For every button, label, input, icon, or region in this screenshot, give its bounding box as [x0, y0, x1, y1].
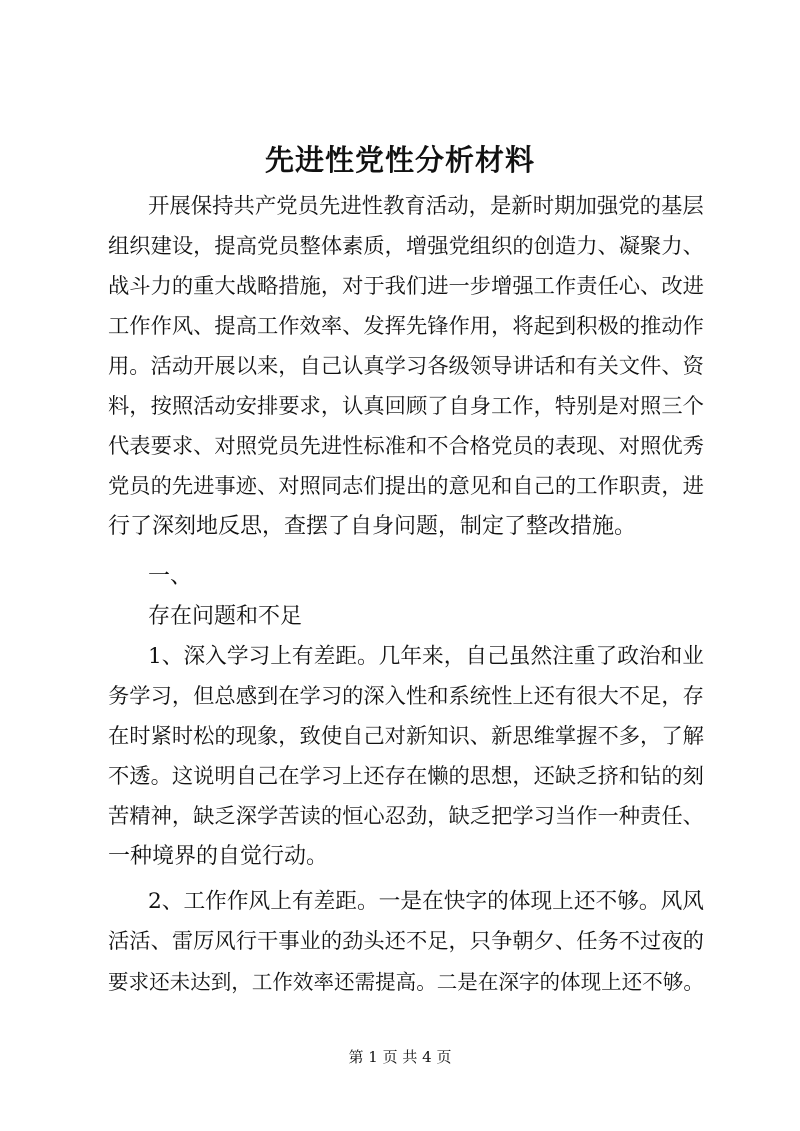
body-line: 要求还未达到，工作效率还需提高。二是在深字的体现上还不够。	[108, 970, 704, 994]
page-number-footer: 第 1 页 共 4 页	[348, 1048, 452, 1066]
body-line: 代表要求、对照党员先进性标准和不合格党员的表现、对照优秀	[108, 434, 704, 459]
body-line: 组织建设，提高党员整体素质，增强党组织的创造力、凝聚力、	[108, 234, 704, 259]
body-line: 工作作风、提高工作效率、发挥先锋作用，将起到积极的推动作	[108, 314, 704, 339]
document-title: 先进性党性分析材料	[264, 143, 535, 177]
body-line: 在时紧时松的现象，致使自己对新知识、新思维掌握不多，了解	[108, 724, 704, 749]
body-line: 务学习，但总感到在学习的深入性和系统性上还有很大不足，存	[108, 684, 704, 709]
body-line: 料，按照活动安排要求，认真回顾了自身工作，特别是对照三个	[108, 394, 704, 419]
body-line: 战斗力的重大战略措施，对于我们进一步增强工作责任心、改进	[108, 274, 704, 299]
body-line: 2、工作作风上有差距。一是在快字的体现上还不够。风风	[148, 889, 704, 914]
body-line: 苦精神，缺乏深学苦读的恒心忍劲，缺乏把学习当作一种责任、	[108, 804, 704, 829]
body-line: 活活、雷厉风行干事业的劲头还不足，只争朝夕、任务不过夜的	[108, 929, 704, 954]
body-line: 不透。这说明自己在学习上还存在懒的思想，还缺乏挤和钻的刻	[108, 764, 704, 789]
body-line: 用。活动开展以来，自己认真学习各级领导讲话和有关文件、资	[108, 354, 704, 379]
body-line: 开展保持共产党员先进性教育活动，是新时期加强党的基层	[148, 194, 704, 219]
body-line: 1、深入学习上有差距。几年来，自己虽然注重了政治和业	[148, 644, 704, 669]
section-number: 一、	[148, 564, 193, 589]
body-line: 行了深刻地反思，查摆了自身问题，制定了整改措施。	[108, 514, 637, 539]
body-line: 党员的先进事迹、对照同志们提出的意见和自己的工作职责，进	[108, 474, 704, 499]
body-line: 一种境界的自觉行动。	[108, 844, 329, 869]
section-heading: 存在问题和不足	[148, 604, 303, 629]
